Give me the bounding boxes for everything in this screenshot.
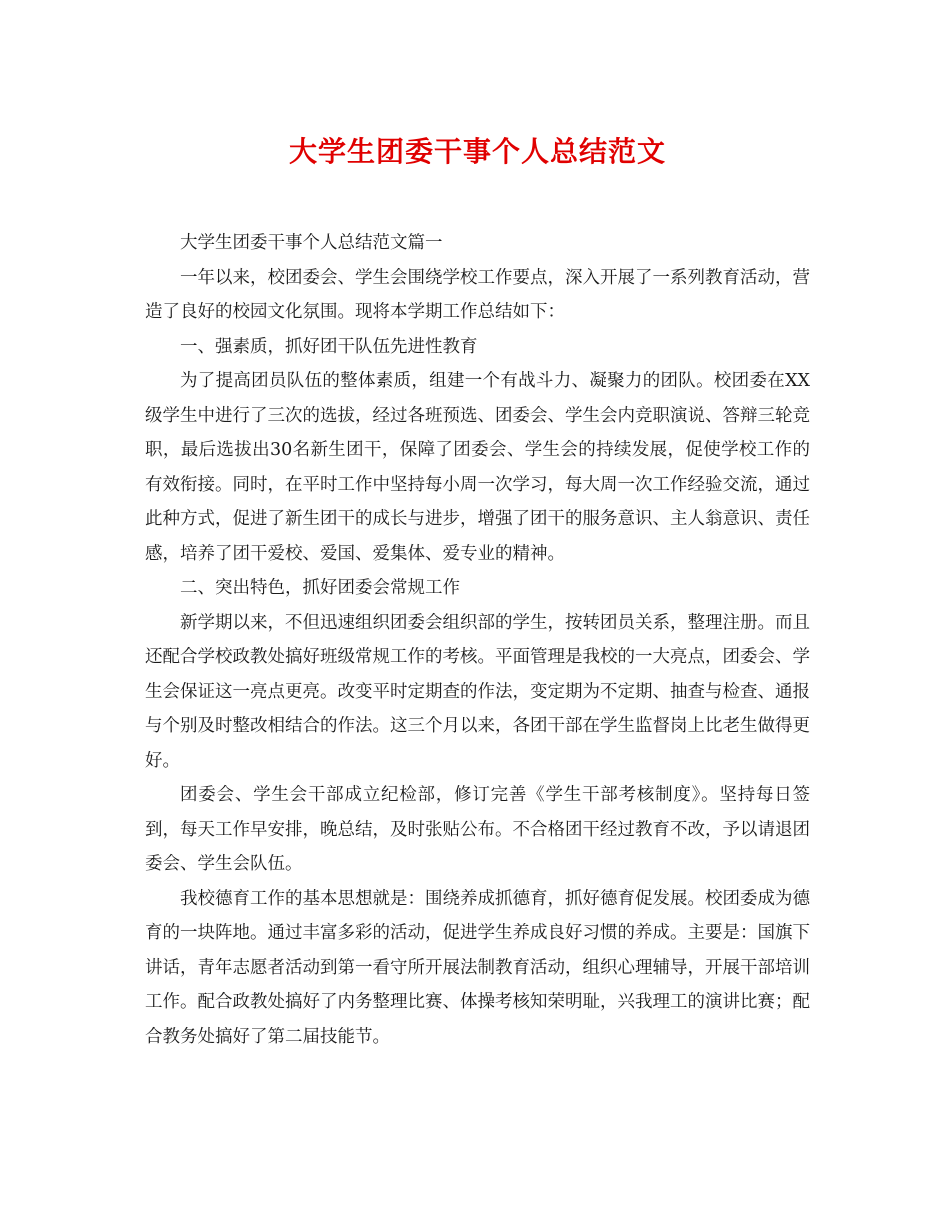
section-heading-1: 一、强素质，抓好团干队伍先进性教育 — [180, 336, 478, 357]
subtitle-paragraph: 大学生团委干事个人总结范文篇一 — [180, 233, 443, 253]
section-heading-2: 二、突出特色，抓好团委会常规工作 — [180, 578, 460, 598]
body-paragraph: 为了提高团员队伍的整体素质，组建一个有战斗力、凝聚力的团队。校团委在XX级学生中进行了三次的选拔，经过各班预选、团委会、学生会内竞职演说、答辩三轮竞职，最后选拔出30名新生团干，保障了团委会、学生会的持续发展，促使学校工作的有效衔接。同时，在平时工作中坚持每小周一次学习，每大周一次工作经验交流，通过此种方式，促进了新生团干的成长与进步，增强了团干的服务意识、主人翁意识、责任感，培养了团干爱校、爱国、爱集体、爱专业的精神。 — [145, 371, 810, 564]
body-paragraph: 我校德育工作的基本思想就是：围绕养成抓德育，抓好德育促发展。校团委成为德育的一块阵地。通过丰富多彩的活动，促进学生养成良好习惯的养成。主要是：国旗下讲话，青年志愿者活动到第一看守所开展法制教育活动，组织心理辅导，开展干部培训工作。配合政教处搞好了内务整理比赛、体操考核知荣明耻，兴我理工的演讲比赛；配合教务处搞好了第二届技能节。 — [145, 888, 810, 1047]
body-paragraph: 团委会、学生会干部成立纪检部，修订完善《学生干部考核制度》。坚持每日签到，每天工作早安排，晚总结，及时张贴公布。不合格团干经过教育不改，予以请退团委会、学生会队伍。 — [145, 785, 810, 874]
document-body — [145, 226, 810, 1054]
intro-paragraph: 一年以来，校团委会、学生会围绕学校工作要点，深入开展了一系列教育活动，营造了良好的校园文化氛围。现将本学期工作总结如下： — [145, 267, 810, 322]
body-paragraph: 新学期以来，不但迅速组织团委会组织部的学生，按转团员关系，整理注册。而且还配合学校政教处搞好班级常规工作的考核。平面管理是我校的一大亮点，团委会、学生会保证这一亮点更亮。改变平时定期查的作法，变定期为不定期、抽查与检查、通报与个别及时整改相结合的作法。这三个月以来，各团干部在学生监督岗上比老生做得更好。 — [145, 612, 810, 771]
document-title: 大学生团委干事个人总结范文 — [288, 135, 666, 168]
